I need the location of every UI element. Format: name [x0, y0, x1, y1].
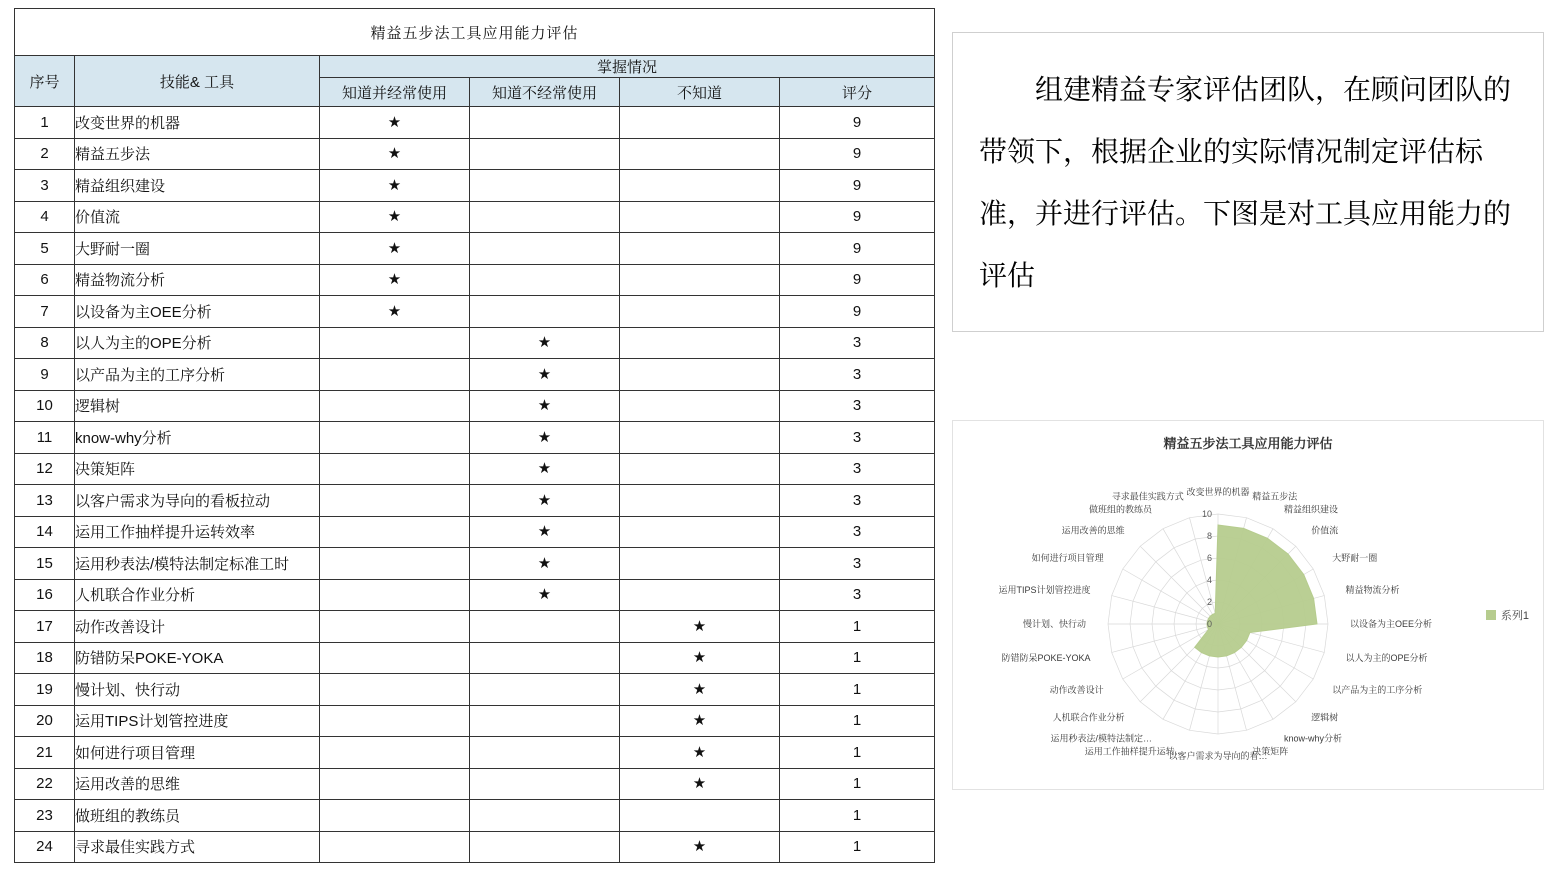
svg-text:精益组织建设: 精益组织建设	[1284, 504, 1339, 515]
row-score: 1	[780, 768, 935, 800]
row-mark-unknown: ★	[620, 705, 780, 737]
svg-text:做班组的教练员: 做班组的教练员	[1088, 504, 1152, 515]
row-score: 1	[780, 800, 935, 832]
row-skill-name: 寻求最佳实践方式	[75, 831, 320, 863]
table-header-row-1	[15, 56, 935, 78]
table-row	[15, 579, 935, 611]
row-mark-seldom	[470, 611, 620, 643]
row-skill-name: know-why分析	[75, 422, 320, 454]
table-row	[15, 674, 935, 706]
assessment-table	[14, 8, 935, 863]
row-skill-name: 大野耐一圈	[75, 233, 320, 265]
svg-text:防错防呆POKE-YOKA: 防错防呆POKE-YOKA	[1001, 653, 1091, 664]
table-row	[15, 485, 935, 517]
row-index: 20	[15, 705, 75, 737]
table-row	[15, 768, 935, 800]
row-skill-name: 逻辑树	[75, 390, 320, 422]
row-score: 1	[780, 611, 935, 643]
header-mastery-unknown: 不知道	[620, 78, 780, 107]
table-row	[15, 737, 935, 769]
row-skill-name: 慢计划、快行动	[75, 674, 320, 706]
row-mark-often	[320, 485, 470, 517]
svg-text:如何进行项目管理: 如何进行项目管理	[1031, 553, 1104, 563]
row-mark-unknown	[620, 233, 780, 265]
header-mastery-seldom: 知道不经常使用	[470, 78, 620, 107]
row-score: 3	[780, 359, 935, 391]
row-mark-unknown	[620, 296, 780, 328]
row-skill-name: 运用工作抽样提升运转效率	[75, 516, 320, 548]
row-index: 21	[15, 737, 75, 769]
legend-swatch-icon	[1486, 610, 1496, 620]
svg-text:4: 4	[1206, 575, 1212, 585]
row-skill-name: 以设备为主OEE分析	[75, 296, 320, 328]
row-mark-often	[320, 359, 470, 391]
row-index: 2	[15, 138, 75, 170]
radar-chart-svg	[953, 439, 1543, 789]
row-mark-seldom	[470, 705, 620, 737]
row-index: 24	[15, 831, 75, 863]
svg-text:人机联合作业分析: 人机联合作业分析	[1052, 712, 1125, 723]
row-mark-often	[320, 800, 470, 832]
row-score: 1	[780, 674, 935, 706]
row-skill-name: 动作改善设计	[75, 611, 320, 643]
row-mark-unknown: ★	[620, 831, 780, 863]
row-skill-name: 改变世界的机器	[75, 107, 320, 139]
table-row	[15, 831, 935, 863]
svg-text:运用秒表法/模特法制定…: 运用秒表法/模特法制定…	[1050, 733, 1152, 744]
row-mark-unknown	[620, 516, 780, 548]
svg-text:运用工作抽样提升运转…: 运用工作抽样提升运转…	[1084, 746, 1184, 757]
row-index: 19	[15, 674, 75, 706]
row-mark-often	[320, 611, 470, 643]
row-mark-seldom	[470, 107, 620, 139]
row-mark-unknown	[620, 390, 780, 422]
row-skill-name: 精益五步法	[75, 138, 320, 170]
row-mark-often	[320, 516, 470, 548]
row-mark-seldom	[470, 642, 620, 674]
svg-text:6: 6	[1206, 553, 1212, 563]
svg-text:价值流: 价值流	[1311, 525, 1339, 536]
row-mark-unknown	[620, 453, 780, 485]
row-mark-often	[320, 390, 470, 422]
row-mark-unknown	[620, 107, 780, 139]
row-index: 12	[15, 453, 75, 485]
row-mark-seldom: ★	[470, 516, 620, 548]
row-mark-often	[320, 674, 470, 706]
row-mark-often: ★	[320, 264, 470, 296]
svg-text:决策矩阵: 决策矩阵	[1252, 746, 1289, 757]
row-mark-seldom	[470, 831, 620, 863]
svg-text:逻辑树: 逻辑树	[1311, 712, 1339, 723]
svg-text:know-why分析: know-why分析	[1284, 733, 1343, 744]
row-mark-often	[320, 327, 470, 359]
table-row	[15, 107, 935, 139]
row-index: 23	[15, 800, 75, 832]
row-index: 18	[15, 642, 75, 674]
row-index: 17	[15, 611, 75, 643]
header-skill: 技能& 工具	[75, 56, 320, 107]
row-mark-unknown: ★	[620, 768, 780, 800]
row-skill-name: 决策矩阵	[75, 453, 320, 485]
row-mark-seldom	[470, 800, 620, 832]
assessment-table-container	[14, 8, 934, 863]
row-mark-seldom: ★	[470, 548, 620, 580]
row-score: 9	[780, 170, 935, 202]
header-mastery: 掌握情况	[320, 56, 935, 78]
row-mark-seldom	[470, 674, 620, 706]
table-title-row	[15, 9, 935, 56]
header-index: 序号	[15, 56, 75, 107]
table-row	[15, 233, 935, 265]
row-mark-seldom	[470, 737, 620, 769]
row-mark-unknown	[620, 359, 780, 391]
row-mark-unknown	[620, 800, 780, 832]
chart-legend	[1486, 607, 1529, 623]
row-mark-seldom	[470, 201, 620, 233]
svg-text:以设备为主OEE分析: 以设备为主OEE分析	[1350, 619, 1433, 629]
row-mark-seldom	[470, 233, 620, 265]
svg-text:寻求最佳实践方式: 寻求最佳实践方式	[1111, 491, 1184, 502]
row-skill-name: 运用秒表法/模特法制定标准工时	[75, 548, 320, 580]
row-score: 3	[780, 453, 935, 485]
row-mark-seldom	[470, 170, 620, 202]
row-mark-often	[320, 579, 470, 611]
note-text: 组建精益专家评估团队，在顾问团队的带领下，根据企业的实际情况制定评估标准，并进行评估。下图是对工具应用能力的评估	[979, 74, 1512, 291]
legend-label: 系列1	[1500, 610, 1529, 622]
row-mark-often	[320, 642, 470, 674]
row-mark-often: ★	[320, 201, 470, 233]
row-mark-unknown	[620, 548, 780, 580]
svg-text:改变世界的机器: 改变世界的机器	[1186, 487, 1250, 497]
row-score: 3	[780, 327, 935, 359]
row-mark-often	[320, 705, 470, 737]
row-mark-unknown: ★	[620, 737, 780, 769]
svg-text:0: 0	[1206, 619, 1212, 629]
chart-title: 精益五步法工具应用能力评估	[1163, 436, 1333, 451]
table-row	[15, 264, 935, 296]
svg-text:运用改善的思维: 运用改善的思维	[1061, 525, 1125, 536]
header-mastery-often: 知道并经常使用	[320, 78, 470, 107]
row-mark-seldom: ★	[470, 327, 620, 359]
row-index: 9	[15, 359, 75, 391]
row-index: 10	[15, 390, 75, 422]
row-mark-often	[320, 548, 470, 580]
row-mark-seldom: ★	[470, 359, 620, 391]
row-skill-name: 防错防呆POKE-YOKA	[75, 642, 320, 674]
row-mark-unknown	[620, 422, 780, 454]
header-score: 评分	[780, 78, 935, 107]
note-textbox	[952, 32, 1544, 332]
row-skill-name: 以产品为主的工序分析	[75, 359, 320, 391]
row-mark-seldom: ★	[470, 485, 620, 517]
row-index: 16	[15, 579, 75, 611]
page-title: 精益五步法工具应用能力评估	[15, 9, 935, 56]
row-mark-unknown	[620, 170, 780, 202]
table-row	[15, 201, 935, 233]
row-index: 7	[15, 296, 75, 328]
row-mark-seldom	[470, 768, 620, 800]
row-skill-name: 精益组织建设	[75, 170, 320, 202]
row-score: 3	[780, 390, 935, 422]
svg-text:以人为主的OPE分析: 以人为主的OPE分析	[1345, 653, 1428, 664]
svg-text:精益物流分析: 精益物流分析	[1345, 584, 1400, 595]
row-mark-often	[320, 768, 470, 800]
svg-text:以产品为主的工序分析: 以产品为主的工序分析	[1332, 685, 1423, 695]
row-index: 14	[15, 516, 75, 548]
row-index: 1	[15, 107, 75, 139]
row-score: 1	[780, 737, 935, 769]
table-row	[15, 138, 935, 170]
row-score: 9	[780, 264, 935, 296]
svg-text:运用TIPS计划管控进度: 运用TIPS计划管控进度	[998, 584, 1091, 595]
row-index: 6	[15, 264, 75, 296]
row-mark-often	[320, 422, 470, 454]
table-row	[15, 359, 935, 391]
row-mark-seldom: ★	[470, 579, 620, 611]
row-mark-often	[320, 831, 470, 863]
row-mark-seldom	[470, 296, 620, 328]
table-row	[15, 516, 935, 548]
row-index: 13	[15, 485, 75, 517]
row-mark-unknown: ★	[620, 642, 780, 674]
svg-text:以客户需求为导向的看…: 以客户需求为导向的看…	[1168, 751, 1268, 761]
svg-text:精益五步法: 精益五步法	[1252, 491, 1298, 502]
row-score: 3	[780, 579, 935, 611]
row-skill-name: 以人为主的OPE分析	[75, 327, 320, 359]
row-mark-often: ★	[320, 138, 470, 170]
row-mark-unknown: ★	[620, 611, 780, 643]
row-skill-name: 运用TIPS计划管控进度	[75, 705, 320, 737]
table-row	[15, 453, 935, 485]
svg-text:慢计划、快行动: 慢计划、快行动	[1022, 619, 1086, 629]
row-index: 4	[15, 201, 75, 233]
row-index: 8	[15, 327, 75, 359]
table-row	[15, 390, 935, 422]
row-score: 9	[780, 233, 935, 265]
row-index: 11	[15, 422, 75, 454]
row-score: 3	[780, 516, 935, 548]
row-index: 3	[15, 170, 75, 202]
row-skill-name: 人机联合作业分析	[75, 579, 320, 611]
row-skill-name: 运用改善的思维	[75, 768, 320, 800]
row-score: 9	[780, 201, 935, 233]
row-mark-often: ★	[320, 107, 470, 139]
row-skill-name: 价值流	[75, 201, 320, 233]
row-mark-often: ★	[320, 170, 470, 202]
row-score: 1	[780, 705, 935, 737]
table-row	[15, 296, 935, 328]
row-mark-unknown	[620, 327, 780, 359]
row-score: 1	[780, 642, 935, 674]
row-score: 3	[780, 548, 935, 580]
row-skill-name: 精益物流分析	[75, 264, 320, 296]
svg-text:大野耐一圈: 大野耐一圈	[1332, 553, 1378, 563]
row-mark-often: ★	[320, 296, 470, 328]
row-mark-seldom	[470, 138, 620, 170]
row-mark-seldom: ★	[470, 453, 620, 485]
table-row	[15, 800, 935, 832]
row-score: 9	[780, 296, 935, 328]
table-row	[15, 170, 935, 202]
row-mark-often	[320, 737, 470, 769]
row-mark-unknown	[620, 201, 780, 233]
row-skill-name: 做班组的教练员	[75, 800, 320, 832]
svg-text:10: 10	[1201, 509, 1212, 519]
row-score: 3	[780, 422, 935, 454]
row-skill-name: 以客户需求为导向的看板拉动	[75, 485, 320, 517]
table-row	[15, 548, 935, 580]
row-skill-name: 如何进行项目管理	[75, 737, 320, 769]
row-score: 9	[780, 138, 935, 170]
row-mark-seldom	[470, 264, 620, 296]
svg-text:动作改善设计: 动作改善设计	[1049, 685, 1104, 695]
row-mark-unknown	[620, 264, 780, 296]
row-index: 5	[15, 233, 75, 265]
row-mark-unknown	[620, 485, 780, 517]
row-score: 1	[780, 831, 935, 863]
row-mark-seldom: ★	[470, 422, 620, 454]
row-score: 3	[780, 485, 935, 517]
svg-text:2: 2	[1206, 597, 1212, 607]
row-mark-often: ★	[320, 233, 470, 265]
row-score: 9	[780, 107, 935, 139]
table-row	[15, 705, 935, 737]
radar-chart-container	[952, 420, 1544, 790]
table-row	[15, 422, 935, 454]
table-row	[15, 611, 935, 643]
row-mark-unknown	[620, 579, 780, 611]
row-mark-often	[320, 453, 470, 485]
row-mark-unknown	[620, 138, 780, 170]
svg-text:8: 8	[1206, 531, 1212, 541]
table-row	[15, 327, 935, 359]
row-index: 22	[15, 768, 75, 800]
row-mark-seldom: ★	[470, 390, 620, 422]
table-row	[15, 642, 935, 674]
row-mark-unknown: ★	[620, 674, 780, 706]
row-index: 15	[15, 548, 75, 580]
